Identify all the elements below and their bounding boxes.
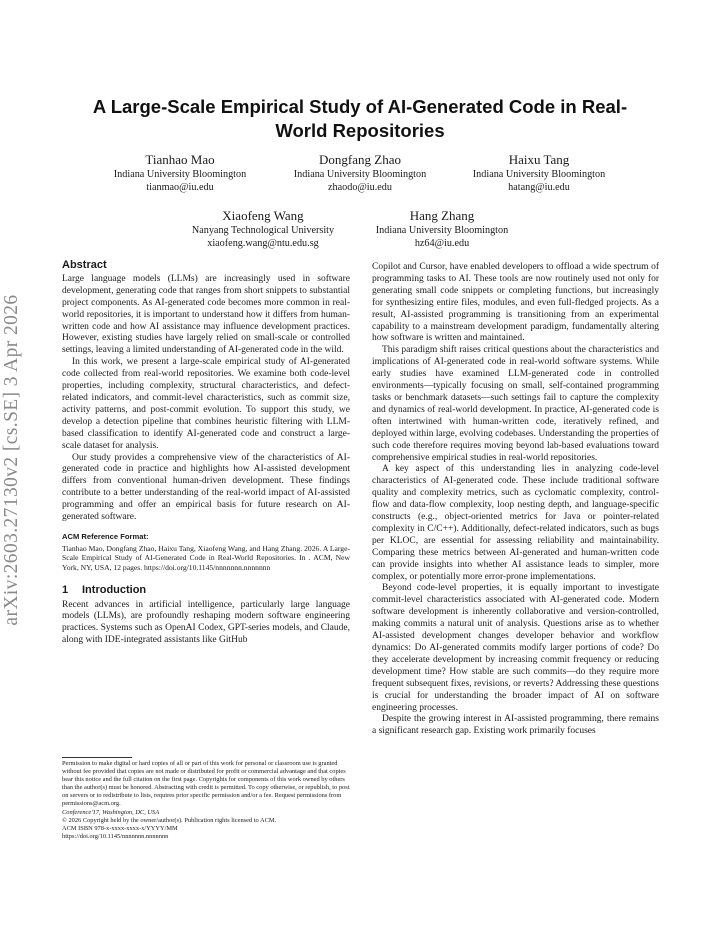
permission-text: Permission to make digital or hard copies of all or part of this work for personal or classroom use is granted without fee provided that copies are not made or distributed for profit or commercial advantage and that copies bear this notice and the full citation on the first page. Copyrights for components of this work owned by others than the author(s) must be honored. Abstracting with credit is permitted. To copy otherwise, or republish, to post on servers or to redistribute to lists, requires prior specific permission and/or a fee. Request permissions from permissions@acm.org. [62, 760, 350, 808]
author-name: Hang Zhang [409, 208, 475, 223]
introduction-paragraph: Copilot and Cursor, have enabled developers to offload a wide spectrum of programming tasks to AI. These tools are now routinely used not only for generating small code snippets or completing functions, but increasingly for synthesizing entire files, modules, and even full-fledged projects. As a result, AI-assisted programming is transitioning from an experimental capability to a mainstream development paradigm, fundamentally altering how software is written and maintained. [372, 262, 659, 344]
author-email: hz64@iu.edu [414, 238, 470, 249]
acm-reference-text: Tianhao Mao, Dongfang Zhao, Haixu Tang, Xiaofeng Wang, and Hang Zhang. 2026. A Large-Scale Empirical Study of AI-Generated Code in Real-World Repositories. In . ACM, New York, NY, USA, 12 pages. https://doi.org/10.1145/nnnnnnn.nnnnnnn [62, 543, 350, 573]
author-name: Tianhao Mao [145, 152, 215, 167]
author-affiliation: Indiana University Bloomington [472, 169, 606, 180]
introduction-paragraph: A key aspect of this understanding lies in analyzing code-level characteristics of AI-generated code. These include traditional software quality and complexity metrics, such as cyclomatic complexity, control-flow and data-flow complexity, loop nesting depth, and language-specific constructs (e.g., object-oriented metrics for Java or pointer-related complexity in C/C++). Additionally, defect-related indicators, such as bugs per KLOC, are essential for assessing reliability and maintainability. Comparing these metrics between AI-generated and human-written code can provide insights into whether AI assistance leads to simpler, more complex, or potentially more error-prone implementations. [372, 464, 659, 582]
author-email: tianmao@iu.edu [146, 182, 214, 193]
author-affiliation: Indiana University Bloomington [113, 169, 247, 180]
author-affiliation: Nanyang Technological University [191, 225, 335, 236]
author-name: Dongfang Zhao [319, 152, 401, 167]
arxiv-identifier: arXiv:2603.27130v2 [cs.SE] 3 Apr 2026 [1, 294, 22, 626]
author-affiliation: Indiana University Bloomington [293, 169, 427, 180]
section-number: 1 [62, 583, 69, 596]
author-block [347, 207, 537, 250]
conference-line: Conference'17, Washington, DC, USA [62, 808, 160, 816]
author-name: Haixu Tang [508, 152, 570, 167]
author-email: hatang@iu.edu [508, 182, 570, 193]
section-title: Introduction [82, 583, 147, 596]
author-block [85, 151, 275, 194]
acm-reference-heading: ACM Reference Format: [62, 531, 149, 541]
introduction-paragraph: This paradigm shift raises critical questions about the characteristics and implications of AI-generated code in real-world software systems. While early studies have examined LLM-generated code in controlled environments—typically focusing on small, self-contained programming tasks or benchmark datasets—such settings fail to capture the complexity and dynamics of real-world development. In practice, AI-generated code is often intertwined with human-written code, iteratively refined, and deployed within large, evolving codebases. Understanding the properties of such code therefore requires moving beyond lab-based evaluations toward comprehensive empirical studies in real-world repositories. [372, 345, 659, 463]
author-email: zhaodo@iu.edu [328, 182, 392, 193]
abstract-paragraph: In this work, we present a large-scale empirical study of AI-generated code collected from real-world repositories. We examine both code-level properties, including complexity, structural characteristics, and defect-related indicators, and commit-level characteristics, such as commit size, activity patterns, and post-commit evolution. To support this study, we develop a detection pipeline that combines heuristic filtering with LLM-based classification to identify AI-generated code and construct a large-scale dataset for analysis. [62, 357, 350, 451]
isbn-line: ACM ISBN 978-x-xxxx-xxxx-x/YYYY/MM [62, 824, 178, 832]
introduction-paragraph: Recent advances in artificial intelligence, particularly large language models (LLMs), are profoundly reshaping modern software engineering practices. Systems such as OpenAI Codex, GPT-series models, and Claude, along with IDE-integrated assistants like GitHub [62, 599, 350, 646]
author-block [444, 151, 634, 194]
right-column [372, 262, 659, 738]
introduction-paragraph: Despite the growing interest in AI-assisted programming, there remains a significant research gap. Existing work primarily focuses [372, 714, 659, 737]
paper-title: A Large-Scale Empirical Study of AI-Generated Code in Real-World Repositories [92, 96, 628, 141]
abstract-heading: Abstract [62, 259, 107, 271]
left-column [62, 260, 350, 647]
author-name: Xiaofeng Wang [222, 208, 304, 223]
permission-footnote [62, 760, 350, 841]
copyright-line: © 2026 Copyright held by the owner/author(s). Publication rights licensed to ACM. [62, 816, 277, 824]
author-affiliation: Indiana University Bloomington [375, 225, 509, 236]
doi-line: https://doi.org/10.1145/nnnnnnn.nnnnnnn [62, 832, 169, 840]
author-email: xiaofeng.wang@ntu.edu.sg [207, 238, 319, 249]
author-block [265, 151, 455, 194]
author-block [168, 207, 358, 250]
abstract-paragraph: Large language models (LLMs) are increasingly used in software development, generating code that ranges from short snippets to substantial project components. As AI-generated code becomes more common in real-world repositories, it is important to understand how it differs from human-written code and how AI assistance may influence development practices. However, existing studies have largely relied on small-scale or controlled settings, leaving a limited understanding of AI-generated code in the wild. [62, 273, 350, 356]
abstract-paragraph: Our study provides a comprehensive view of the characteristics of AI-generated code in practice and highlights how AI-assisted development differs from conventional human-driven development. These findings contribute to a better understanding of the real-world impact of AI-assisted programming and offer an empirical basis for future research on AI-generated software. [62, 452, 350, 523]
introduction-paragraph: Beyond code-level properties, it is equally important to investigate commit-level characteristics associated with AI-generated code. Modern software development is inherently collaborative and version-controlled, making commits a natural unit of analysis. Questions arise as to whether AI-assisted development changes developer behavior and workflow dynamics: Do AI-generated commits modify larger portions of code? Do they accelerate development by increasing commit frequency or reducing development time? How stable are such commits—do they require more frequent subsequent fixes, revisions, or reverts? Addressing these questions is crucial for understanding the broader impact of AI on software engineering processes. [372, 583, 659, 713]
footnote-rule [62, 757, 132, 758]
section-heading-introduction [62, 585, 350, 597]
